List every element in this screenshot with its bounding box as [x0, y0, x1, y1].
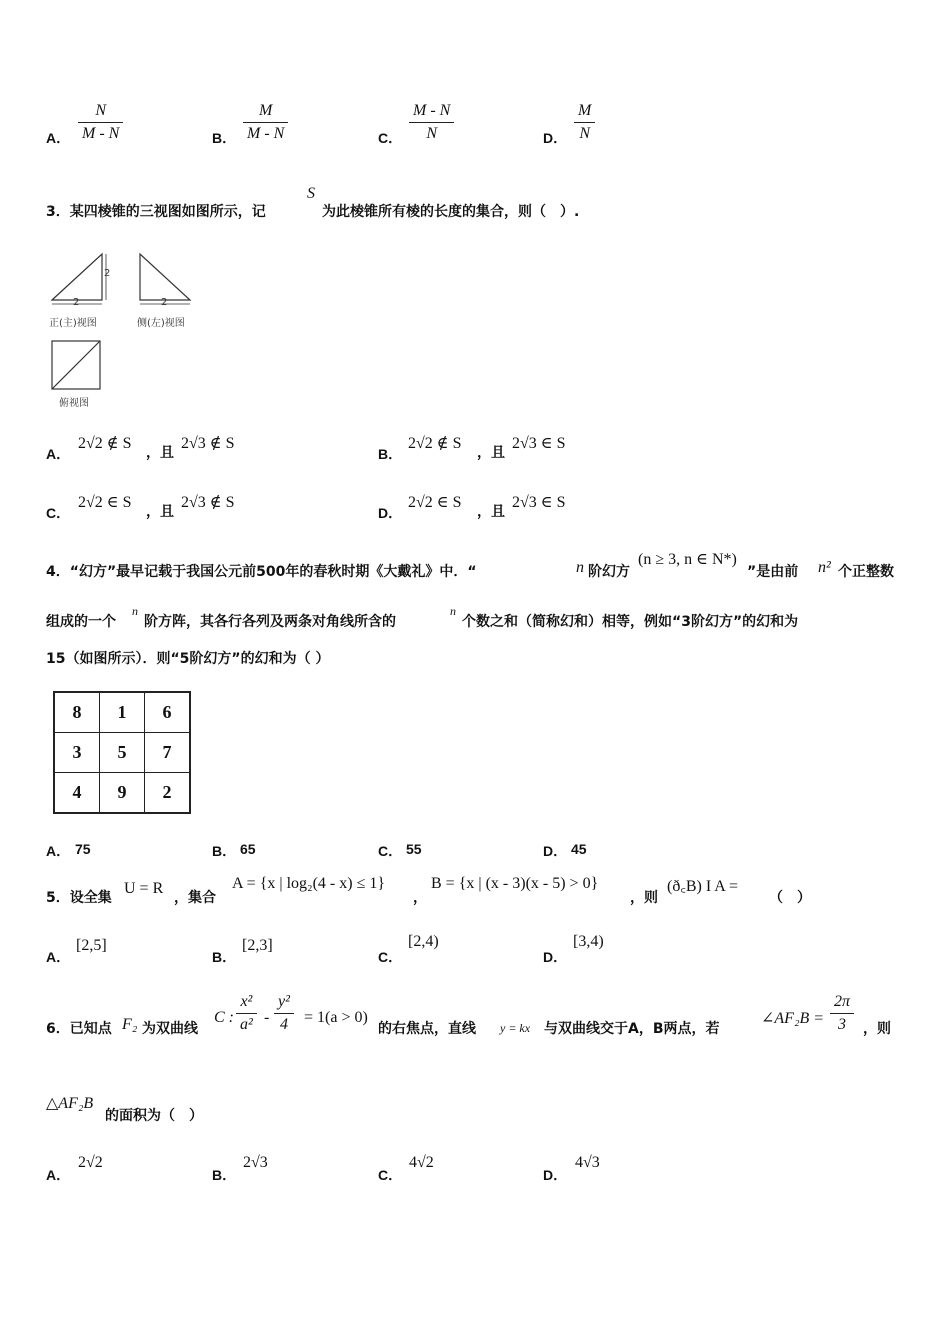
- q2-option-a-fraction[interactable]: [78, 102, 123, 143]
- q5-option-a-label[interactable]: A．: [46, 949, 71, 965]
- q4-option-a-value[interactable]: 75: [75, 841, 91, 857]
- q5-set-b: B = {x | (x - 3)(x - 5) > 0}: [431, 875, 599, 892]
- q6-text-4: ，则: [863, 1021, 891, 1037]
- q6-equation-tail: = 1(a > 0): [304, 1009, 368, 1026]
- side-width-label: 2: [161, 297, 168, 308]
- q5-prefix: 5．设全集: [46, 890, 112, 906]
- numerator: M - N: [413, 102, 451, 119]
- q4-option-c-value[interactable]: 55: [406, 841, 422, 857]
- grid-cell: 9: [100, 773, 145, 814]
- side-view-triangle: [140, 254, 190, 300]
- q3-option-b-first[interactable]: 2√2 ∉ S: [408, 435, 462, 452]
- q3-option-c-and: ，且: [146, 504, 174, 520]
- q2-option-b-label[interactable]: B．: [212, 130, 237, 146]
- q2-option-b-fraction[interactable]: [243, 102, 288, 143]
- grid-row: [54, 773, 190, 814]
- front-view-caption: 正(主)视图: [49, 318, 97, 329]
- q5-expression: (ð꜀B) I A =: [667, 878, 739, 895]
- q6-text-1: 为双曲线: [142, 1021, 198, 1037]
- q5-option-a-value[interactable]: [2,5]: [76, 937, 107, 954]
- q4-line2-c: 个数之和（简称幻和）相等，例如“3阶幻方”的幻和为: [462, 614, 799, 630]
- q5-then: ，则: [630, 890, 658, 906]
- q6-text-2: 的右焦点，直线: [378, 1021, 476, 1037]
- fraction-bar: [243, 122, 288, 123]
- q4-option-b-value[interactable]: 65: [240, 841, 256, 857]
- magic-square-grid: [53, 691, 191, 814]
- denominator: M - N: [82, 125, 120, 142]
- q2-option-d-fraction[interactable]: [574, 102, 595, 143]
- q3-option-d-first[interactable]: 2√2 ∈ S: [408, 494, 462, 511]
- q6-option-d-label[interactable]: D．: [543, 1167, 568, 1183]
- denominator: N: [579, 125, 590, 142]
- numerator: M: [259, 102, 273, 119]
- q6-focus-f2: F₂: [122, 1016, 138, 1033]
- q4-option-d-value[interactable]: 45: [571, 841, 587, 857]
- q3-option-a-and: ，且: [146, 445, 174, 461]
- q4-option-c-label[interactable]: C．: [378, 843, 403, 859]
- q3-stem-suffix: 为此棱锥所有棱的长度的集合，则（ ）.: [322, 204, 580, 220]
- q4-line2-a: 组成的一个: [46, 614, 116, 630]
- numerator: N: [95, 102, 106, 119]
- front-height-label: 2: [104, 268, 111, 279]
- q5-sep: ，: [413, 890, 427, 906]
- fraction-bar: [409, 122, 454, 123]
- grid-cell: 3: [54, 733, 100, 773]
- q3-option-a-first[interactable]: 2√2 ∉ S: [78, 435, 132, 452]
- numerator: y²: [278, 993, 290, 1010]
- q4-n-3: n: [450, 604, 456, 618]
- q6-frac-angle: [830, 993, 854, 1034]
- denominator: M - N: [247, 125, 285, 142]
- q6-option-b-value[interactable]: 2√3: [243, 1154, 268, 1171]
- front-view-triangle: [52, 254, 102, 300]
- q6-option-d-value[interactable]: 4√3: [575, 1154, 600, 1171]
- grid-cell: 2: [145, 773, 191, 814]
- q3-option-a-label[interactable]: A．: [46, 446, 71, 462]
- q5-mid: ，集合: [174, 890, 216, 906]
- q3-option-c-first[interactable]: 2√2 ∈ S: [78, 494, 132, 511]
- q4-line3: 15（如图所示）．则“5阶幻方”的幻和为（ ）: [46, 651, 330, 667]
- grid-cell: 5: [100, 733, 145, 773]
- q2-option-c-fraction[interactable]: [409, 102, 454, 143]
- q4-line1-c: ”是由前: [747, 564, 799, 580]
- grid-row: [54, 733, 190, 773]
- q5-end: （ ）: [769, 890, 811, 906]
- fraction-bar: [274, 1013, 294, 1014]
- fraction-bar: [236, 1013, 257, 1014]
- q6-option-c-label[interactable]: C．: [378, 1167, 403, 1183]
- denominator: a²: [240, 1016, 253, 1033]
- q5-set-a: A = {x | log₂(4 - x) ≤ 1}: [232, 875, 386, 892]
- q3-var-s: S: [307, 185, 315, 202]
- q5-option-c-value[interactable]: [2,4): [408, 933, 439, 950]
- grid-row: [54, 692, 190, 733]
- q4-line2-b: 阶方阵，其各行各列及两条对角线所含的: [144, 614, 396, 630]
- denominator: N: [426, 125, 437, 142]
- fraction-bar: [78, 122, 123, 123]
- q3-option-d-and: ，且: [477, 504, 505, 520]
- q3-option-c-label[interactable]: C．: [46, 505, 71, 521]
- q6-text-5: 的面积为（ ）: [105, 1108, 203, 1124]
- q4-option-d-label[interactable]: D．: [543, 843, 568, 859]
- q6-triangle: △AF₂B: [46, 1095, 94, 1112]
- q3-option-b-label[interactable]: B．: [378, 446, 403, 462]
- q2-option-d-label[interactable]: D．: [543, 130, 568, 146]
- q6-line: y = kx: [500, 1021, 531, 1035]
- denominator: 3: [838, 1016, 846, 1033]
- fraction-bar: [574, 122, 595, 123]
- q6-option-b-label[interactable]: B．: [212, 1167, 237, 1183]
- q3-option-a-second[interactable]: 2√3 ∉ S: [181, 435, 235, 452]
- q3-option-c-second[interactable]: 2√3 ∉ S: [181, 494, 235, 511]
- q3-option-b-second[interactable]: 2√3 ∈ S: [512, 435, 566, 452]
- q6-text-3: 与双曲线交于A，B两点，若: [544, 1021, 720, 1037]
- q3-option-d-label[interactable]: D．: [378, 505, 403, 521]
- numerator: M: [578, 102, 592, 119]
- grid-cell: 6: [145, 692, 191, 733]
- top-view-caption: 俯视图: [59, 398, 89, 409]
- numerator: 2π: [834, 993, 851, 1010]
- q6-frac-x2-a2: [236, 993, 257, 1034]
- grid-cell: 8: [54, 692, 100, 733]
- q4-n-1: n: [576, 559, 584, 576]
- q4-condition: (n ≥ 3, n ∈ N*): [638, 551, 737, 568]
- q6-prefix: 6．已知点: [46, 1021, 112, 1037]
- q5-universal-set: U = R: [124, 880, 164, 897]
- q5-option-c-label[interactable]: C．: [378, 949, 403, 965]
- top-view-diagonal: [52, 341, 100, 389]
- q4-n-2: n: [132, 604, 138, 618]
- q3-stem-prefix: 3．某四棱锥的三视图如图所示，记: [46, 204, 266, 220]
- q6-option-a-value[interactable]: 2√2: [78, 1154, 103, 1171]
- q4-line1-d: 个正整数: [838, 564, 894, 580]
- q5-option-d-value[interactable]: [3,4): [573, 933, 604, 950]
- q4-option-a-label[interactable]: A．: [46, 843, 71, 859]
- fraction-bar: [830, 1013, 854, 1014]
- q6-option-a-label[interactable]: A．: [46, 1167, 71, 1183]
- numerator: x²: [240, 993, 253, 1010]
- grid-cell: 7: [145, 733, 191, 773]
- grid-cell: 4: [54, 773, 100, 814]
- q6-option-c-value[interactable]: 4√2: [409, 1154, 434, 1171]
- q4-n-squared: n²: [818, 559, 831, 576]
- grid-cell: 1: [100, 692, 145, 733]
- q4-line1-b: 阶幻方: [588, 564, 630, 580]
- denominator: 4: [279, 1016, 288, 1033]
- q6-frac-y2-4: [274, 993, 294, 1034]
- q5-option-b-value[interactable]: [2,3]: [242, 937, 273, 954]
- q3-three-view-figure: [46, 248, 206, 416]
- q4-line1-a: 4．“幻方”最早记载于我国公元前500年的春秋时期《大戴礼》中．“: [46, 564, 477, 580]
- q2-option-c-label[interactable]: C．: [378, 130, 403, 146]
- q5-option-b-label[interactable]: B．: [212, 949, 237, 965]
- q4-option-b-label[interactable]: B．: [212, 843, 237, 859]
- q6-curve-c: C :: [214, 1009, 234, 1026]
- q6-angle: ∠AF₂B =: [761, 1010, 825, 1027]
- front-width-label: 2: [73, 297, 80, 308]
- q6-minus: -: [264, 1009, 270, 1026]
- q2-option-a-label[interactable]: A．: [46, 130, 71, 146]
- side-view-caption: 侧(左)视图: [137, 318, 185, 329]
- q3-option-d-second[interactable]: 2√3 ∈ S: [512, 494, 566, 511]
- q3-option-b-and: ，且: [477, 445, 505, 461]
- q5-option-d-label[interactable]: D．: [543, 949, 568, 965]
